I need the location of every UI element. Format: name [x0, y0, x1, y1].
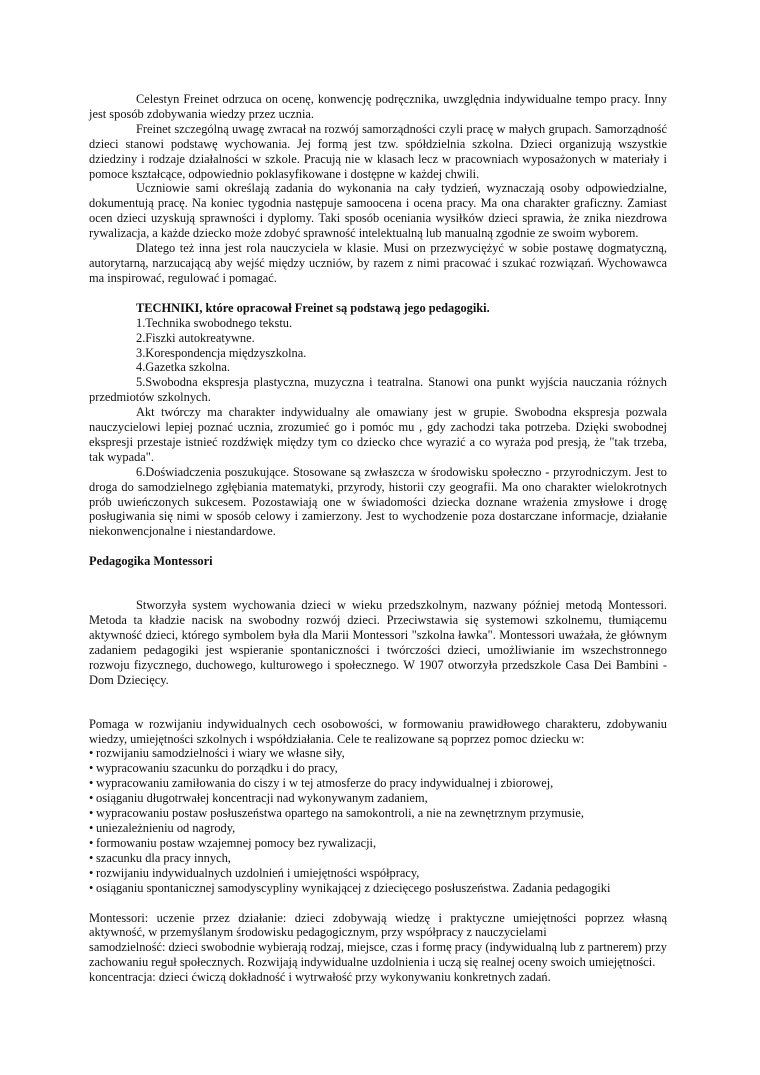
techniques-list [89, 316, 667, 405]
montessori-goals-list [89, 746, 667, 895]
spacer [89, 584, 667, 598]
list-item [89, 791, 667, 806]
montessori-help-paragraph: Pomaga w rozwijaniu indywidualnych cech osobowości, w formowaniu prawidłowego charakteru, zdobywaniu wiedzy, umiejętności szkolnych i współdziałania. Cele te realizowane są poprzez pomoc dziecku w: [89, 716, 667, 746]
bullet-icon: • [89, 865, 94, 880]
freinet-paragraph-2: Freinet szczególną uwagę zwracał na rozwój samorządności czyli pracę w małych grupach. Samorządność dzieci stanowi podstawę wychowania. Jej formą jest tzw. spółdzielnia szkolna. Dzieci organizują wszystkie dziedziny i rodzaje działalności w szkole. Pracują nie w klasach lecz w pracowniach wyposażonych w materiały i pomoce kształcące, odpowiednio poklasyfikowane i dostępne w każdej chwili. [89, 121, 667, 181]
technique-item: 1.Technika swobodnego tekstu. [136, 315, 293, 330]
list-item-text: uniezależnieniu od nagrody, [96, 820, 236, 835]
technique-item-6: 6.Doświadczenia poszukujące. Stosowane są zwłaszcza w środowisku społeczno - przyrodniczym. Jest to droga do samodzielnego zgłębiania matematyki, przyrody, historii czy geografii. Ma ono charakter wielokrotnych prób uwieńczonych sukcesem. Pozostawiają one w świadomości dziecka doznane wrażenia zmysłowe i drogę posługiwania się nimi w sposób celowy i zamierzony. Jest to wychodzenie poza dostarczane informacje, działanie niekonwencjonalne i niestandardowe. [89, 464, 667, 539]
list-item-text: wypracowaniu zamiłowania do ciszy i w tej atmosferze do pracy indywidualnej i zbiorowej, [96, 776, 554, 791]
list-item [89, 851, 667, 866]
technique-5-description: Akt twórczy ma charakter indywidualny ale omawiany jest w grupie. Swobodna ekspresja pozwala nauczycielowi lepiej poznać ucznia, zrozumieć go i pomóc mu , gdy zachodzi taka potrzeba. Dzięki swobodnej ekspresji przestaje istnieć rozdźwięk między tym co dziecko chce wyrazić a co wyraża pod presją, że "tak trzeba, tak wypada". [89, 405, 667, 464]
list-item [89, 761, 667, 776]
bullet-icon: • [89, 850, 94, 865]
freinet-paragraph-3: Uczniowie sami określają zadania do wykonania na cały tydzień, wyznaczają osoby odpowiedzialne, dokumentują pracę. Na koniec tygodnia następuje samoocena i ocena pracy. Ma ona charakter graficzny. Zamiast ocen dzieci uzyskują sprawności i dyplomy. Taki sposób oceniania wysiłków dzieci sprawia, że znika niezdrowa rywalizacja, a każde dziecko może zdobyć sprawność intelektualną lub manualną zgodnie ze swoim wyborem. [89, 181, 667, 241]
list-item-text: osiąganiu spontanicznej samodyscypliny wynikającej z dziecięcego posłuszeństwa. Zadania pedagogiki [96, 880, 611, 895]
text-column [89, 92, 667, 985]
spacer [89, 569, 667, 584]
montessori-heading: Pedagogika Montessori [89, 554, 213, 569]
technique-item: 2.Fiszki autokreatywne. [136, 330, 255, 345]
list-item [89, 881, 667, 896]
spacer [89, 703, 667, 717]
technique-item: 4.Gazetka szkolna. [136, 360, 230, 375]
montessori-task-learning: Montessori: uczenie przez działanie: dzieci zdobywają wiedzę i praktyczne umiejętności poprzez własną aktywność, w przemyślanym środowisku pedagogicznym, przy współpracy z nauczycielami [89, 910, 667, 940]
bullet-icon: • [89, 776, 94, 791]
freinet-paragraph-4: Dlatego też inna jest rola nauczyciela w klasie. Musi on przezwyciężyć w sobie postawę dogmatyczną, autorytarną, narzucającą aby wejść między uczniów, by razem z nimi pracować i szukać rozwiązań. Wychowawca ma inspirować, regulować i pomagać. [89, 241, 667, 285]
spacer [89, 286, 667, 301]
bullet-icon: • [89, 806, 94, 821]
list-item-text: wypracowaniu szacunku do porządku i do pracy, [96, 761, 338, 776]
technique-item: 3.Korespondencja międzyszkolna. [136, 345, 307, 360]
list-item [89, 866, 667, 881]
spacer [89, 896, 667, 911]
spacer [89, 688, 667, 703]
list-item [89, 836, 667, 851]
bullet-icon: • [89, 761, 94, 776]
list-item-text: formowaniu postaw wzajemnej pomocy bez rywalizacji, [96, 835, 377, 850]
montessori-task-independence: samodzielność: dzieci swobodnie wybierają rodzaj, miejsce, czas i formę pracy (indywidualną lub z partnerem) przy zachowaniu reguł społecznych. Rozwijają indywidualne uzdolnienia i uczą się realnej oceny swoich umiejętności. [89, 940, 668, 970]
bullet-icon: • [89, 835, 94, 850]
bullet-icon: • [89, 746, 94, 761]
list-item [89, 776, 667, 791]
list-item [89, 821, 667, 836]
techniques-heading: TECHNIKI, które opracował Freinet są podstawą jego pedagogiki. [136, 300, 490, 315]
list-item-text: osiąganiu długotrwałej koncentracji nad wykonywanym zadaniem, [96, 791, 428, 806]
freinet-paragraph-1: Celestyn Freinet odrzuca on ocenę, konwencję podręcznika, uwzględnia indywidualne tempo pracy. Inny jest sposób zdobywania wiedzy przez ucznia. [89, 92, 667, 121]
list-item-text: szacunku dla pracy innych, [96, 850, 231, 865]
technique-item: 5.Swobodna ekspresja plastyczna, muzyczna i teatralna. Stanowi ona punkt wyjścia nauczania różnych przedmiotów szkolnych. [89, 375, 667, 405]
list-item [89, 746, 667, 761]
montessori-task-concentration: koncentracja: dzieci ćwiczą dokładność i wytrwałość przy wykonywaniu konkretnych zadań. [89, 970, 551, 985]
bullet-icon: • [89, 791, 94, 806]
list-item-text: rozwijaniu samodzielności i wiary we własne siły, [96, 746, 345, 761]
list-item [89, 806, 667, 821]
list-item-text: rozwijaniu indywidualnych uzdolnień i umiejętności współpracy, [96, 865, 420, 880]
list-item-text: wypracowaniu postaw posłuszeństwa opartego na samokontroli, a nie na zewnętrznym przymusie, [96, 806, 584, 821]
bullet-icon: • [89, 880, 94, 895]
montessori-intro: Stworzyła system wychowania dzieci w wieku przedszkolnym, nazwany później metodą Montessori. Metoda ta kładzie nacisk na swobodny rozwój dzieci. Przeciwstawia się systemowi szkolnemu, tłumiącemu aktywność dzieci, którego symbolem była dla Marii Montessori "szkolna ławka". Montessori uważała, że głównym zadaniem pedagogiki jest wspieranie spontaniczności i twórczości dzieci, umożliwianie im wszechstronnego rozwoju fizycznego, duchowego, kulturowego i społecznego. W 1907 otworzyła przedszkole Casa Dei Bambini - Dom Dziecięcy. [89, 598, 667, 687]
spacer [89, 539, 667, 554]
bullet-icon: • [89, 820, 94, 835]
